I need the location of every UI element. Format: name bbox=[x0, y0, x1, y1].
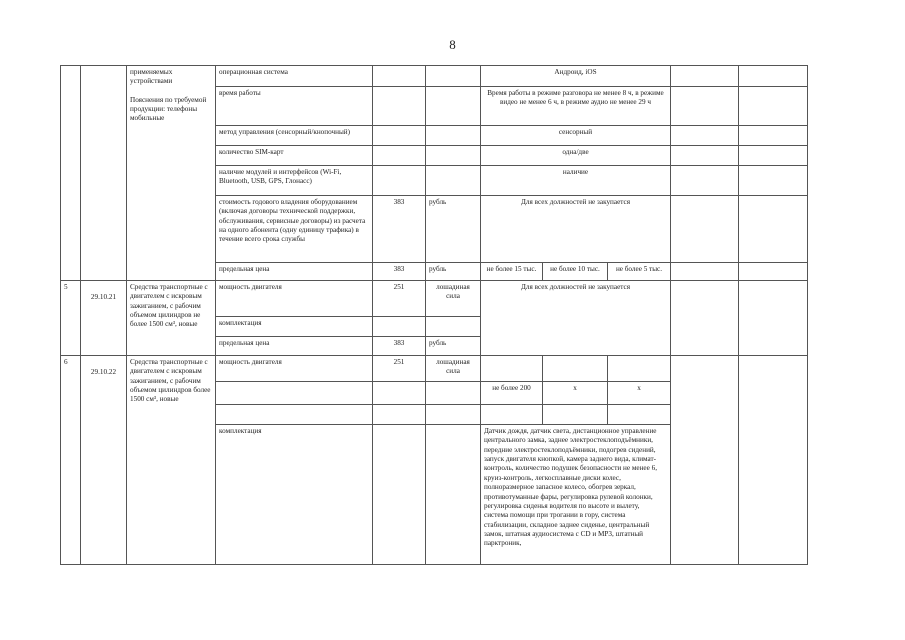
char-value: Датчик дождя, датчик света, дистанционное управление центрального замка, заднее электростеклоподъёмники, передние электростеклоподъёмники, подогрев сидений, запуск двигателя кнопкой, камера заднего вида, климат-контроль, количество подушек безопасности не менее 6, круиз-контроль, легкосплавные диски колес, полноразмерное запасное колесо, обогрев зеркал, противотуманные фары, регулировка рулевой колонки, регулировка сиденья водителя по высоте и вылету, система помощи при трогании в гору, система стабилизации, складное заднее сиденье, центральный замок, штатная аудиосистема с CD и MP3, штатный парктроник, bbox=[481, 425, 671, 565]
item-name-part1: применяемых устройствами bbox=[130, 68, 173, 86]
table-row bbox=[61, 66, 808, 87]
char-value: не более 200 bbox=[481, 382, 543, 405]
cell-name: Средства транспортные с двигателем с искровым зажиганием, с рабочим объемом цилиндров не более 1500 см³, новые bbox=[127, 281, 216, 356]
char-value: наличие bbox=[481, 166, 671, 196]
char-label: наличие модулей и интерфейсов (Wi-Fi, Bluetooth, USB, GPS, Глонасс) bbox=[216, 166, 373, 196]
okei-code: 251 bbox=[373, 356, 426, 382]
unit-name: лошадиная сила bbox=[426, 281, 481, 317]
cell-num bbox=[61, 66, 81, 281]
cell-name: Средства транспортные с двигателем с искровым зажиганием, с рабочим объемом цилиндров более 1500 см³, новые bbox=[127, 356, 216, 565]
okei-code: 383 bbox=[373, 263, 426, 281]
price-value: не более 15 тыс. bbox=[481, 263, 543, 281]
cell-num: 6 bbox=[61, 356, 81, 565]
okei-code: 383 bbox=[373, 196, 426, 263]
unit-name: рубль bbox=[426, 196, 481, 263]
requirements-table bbox=[60, 65, 808, 565]
table-row bbox=[61, 281, 808, 317]
table-row bbox=[61, 356, 808, 382]
char-value: Время работы в режиме разговора не менее 8 ч, в режиме видео не менее 6 ч, в режиме аудио не менее 29 ч bbox=[481, 87, 671, 126]
char-label: время работы bbox=[216, 87, 373, 126]
page-number: 8 bbox=[449, 37, 456, 52]
char-value: Для всех должностей не закупается bbox=[481, 281, 671, 356]
char-label: мощность двигателя bbox=[216, 281, 373, 317]
char-label: метод управления (сенсорный/кнопочный) bbox=[216, 126, 373, 146]
char-value: Для всех должностей не закупается bbox=[481, 196, 671, 263]
char-label: предельная цена bbox=[216, 337, 373, 356]
price-value: не более 10 тыс. bbox=[543, 263, 608, 281]
char-label: количество SIM-карт bbox=[216, 146, 373, 166]
cell-code: 29.10.22 bbox=[81, 356, 127, 565]
unit-name: рубль bbox=[426, 337, 481, 356]
char-label: предельная цена bbox=[216, 263, 373, 281]
char-value: х bbox=[608, 382, 671, 405]
cell-code bbox=[81, 66, 127, 281]
okei-code: 383 bbox=[373, 337, 426, 356]
unit-name: лошадиная сила bbox=[426, 356, 481, 382]
char-label: стоимость годового владения оборудованием (включая договоры технической поддержки, обслуживания, сервисные договоры) из расчета на одного абонента (одну единицу трафика) в течение всего срока службы bbox=[216, 196, 373, 263]
unit-name: рубль bbox=[426, 263, 481, 281]
char-label: мощность двигателя bbox=[216, 356, 373, 382]
char-label: комплектация bbox=[216, 317, 373, 337]
item-name-part2: Пояснения по требуемой продукции: телефоны мобильные bbox=[130, 95, 207, 123]
okei-code: 251 bbox=[373, 281, 426, 317]
cell-code: 29.10.21 bbox=[81, 281, 127, 356]
char-label: операционная система bbox=[216, 66, 373, 87]
char-value: одна/две bbox=[481, 146, 671, 166]
char-value: Андроид, iOS bbox=[481, 66, 671, 87]
price-value: не более 5 тыс. bbox=[608, 263, 671, 281]
char-value: х bbox=[543, 382, 608, 405]
char-label: комплектация bbox=[216, 425, 373, 565]
char-value: сенсорный bbox=[481, 126, 671, 146]
cell-name bbox=[127, 66, 216, 281]
cell-num: 5 bbox=[61, 281, 81, 356]
